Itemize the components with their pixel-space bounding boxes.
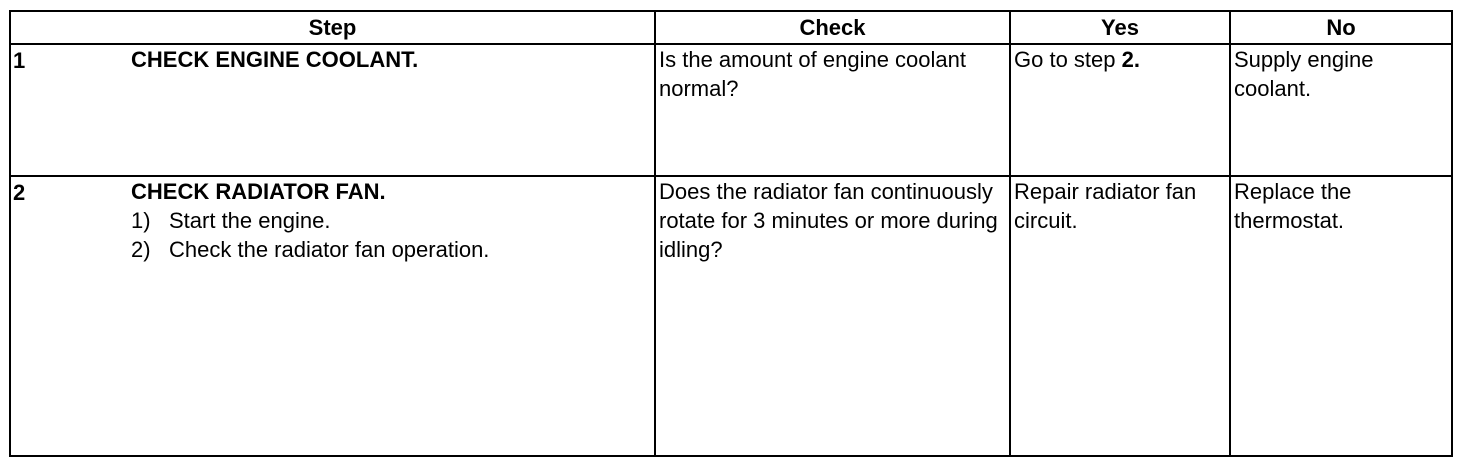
- check-cell: Does the radiator fan continuously rotate for 3 minutes or more during idling?: [655, 176, 1010, 456]
- header-no: No: [1230, 11, 1452, 44]
- table-row: [10, 176, 1452, 456]
- yes-cell: Repair radiator fan circuit.: [1010, 176, 1230, 456]
- yes-text: Go to step: [1014, 47, 1122, 72]
- header-yes: Yes: [1010, 11, 1230, 44]
- yes-step-ref: 2.: [1121, 47, 1140, 72]
- substep-text: Start the engine.: [169, 208, 331, 233]
- no-cell: Supply engine coolant.: [1230, 44, 1452, 176]
- substep-number: 2): [131, 237, 151, 262]
- step-number: 2: [13, 180, 26, 205]
- header-row: [10, 11, 1452, 44]
- substep-text: Check the radiator fan operation.: [169, 237, 490, 262]
- step-number: 1: [13, 48, 26, 73]
- step-cell: [10, 176, 655, 456]
- step-cell: [10, 44, 655, 176]
- list-item: [131, 206, 651, 235]
- substep-list: [131, 206, 651, 264]
- step-title: CHECK RADIATOR FAN.: [131, 179, 386, 204]
- substep-number: 1): [131, 208, 151, 233]
- table-row: [10, 44, 1452, 176]
- list-item: [131, 235, 651, 264]
- header-step: Step: [10, 11, 655, 44]
- check-cell: Is the amount of engine coolant normal?: [655, 44, 1010, 176]
- diagnostic-table: [9, 10, 1453, 457]
- no-cell: Replace the thermostat.: [1230, 176, 1452, 456]
- yes-cell: [1010, 44, 1230, 176]
- header-check: Check: [655, 11, 1010, 44]
- step-title: CHECK ENGINE COOLANT.: [131, 47, 419, 72]
